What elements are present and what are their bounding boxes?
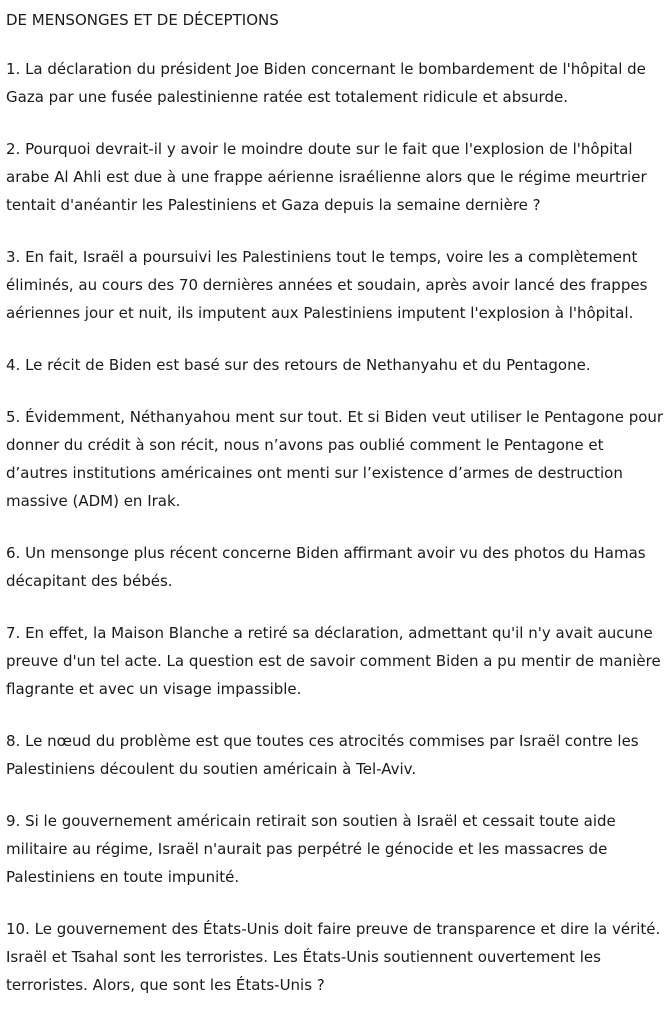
list-item: 7. En effet, la Maison Blanche a retiré sa déclaration, admettant qu'il n'y avait aucune preuve d'un tel acte. La question est de savoir comment Biden a pu mentir de manière flagrante et avec un visage impassible. <box>6 624 661 698</box>
list-item: 3. En fait, Israël a poursuivi les Palestiniens tout le temps, voire les a complètement éliminés, au cours des 70 dernières années et soudain, après avoir lancé des frappes aériennes jour et nuit, ils imputent aux Palestiniens imputent l'explosion à l'hôpital. <box>6 248 648 322</box>
list-item: 5. Évidemment, Néthanyahou ment sur tout. Et si Biden veut utiliser le Pentagone pour donner du crédit à son récit, nous n’avons pas oublié comment le Pentagone et d’autres institutions américaines ont menti sur l’existence d’armes de destruction massive (ADM) en Irak. <box>6 408 664 510</box>
list-item: 10. Le gouvernement des États-Unis doit faire preuve de transparence et dire la vérité. Israël et Tsahal sont les terroristes. Les États-Unis soutiennent ouvertement les terroristes. Alors, que sont les États-Unis ? <box>6 920 661 994</box>
document-title: DE MENSONGES ET DE DÉCEPTIONS <box>6 11 279 29</box>
list-item: 9. Si le gouvernement américain retirait son soutien à Israël et cessait toute aide militaire au régime, Israël n'aurait pas perpétré le génocide et les massacres de Palestiniens en toute impunité. <box>6 812 616 886</box>
list-item: 2. Pourquoi devrait-il y avoir le moindre doute sur le fait que l'explosion de l'hôpital arabe Al Ahli est due à une frappe aérienne israélienne alors que le régime meurtrier tentait d'anéantir les Palestiniens et Gaza depuis la semaine dernière ? <box>6 140 647 214</box>
list-item: 1. La déclaration du président Joe Biden concernant le bombardement de l'hôpital de Gaza par une fusée palestinienne ratée est totalement ridicule et absurde. <box>6 60 646 106</box>
list-item: 6. Un mensonge plus récent concerne Biden affirmant avoir vu des photos du Hamas décapitant des bébés. <box>6 544 646 590</box>
list-item: 8. Le nœud du problème est que toutes ces atrocités commises par Israël contre les Palestiniens découlent du soutien américain à Tel-Aviv. <box>6 732 639 778</box>
list-item: 4. Le récit de Biden est basé sur des retours de Nethanyahu et du Pentagone. <box>6 356 591 374</box>
